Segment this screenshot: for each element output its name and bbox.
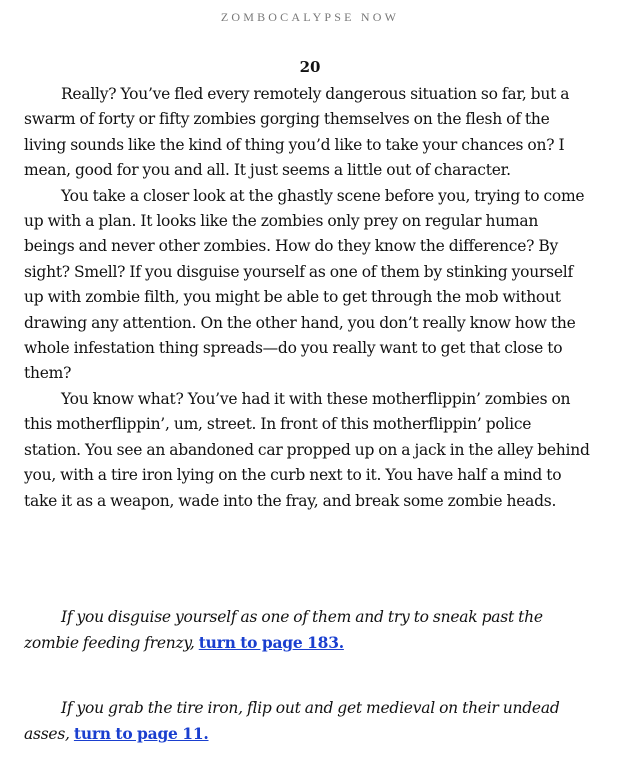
running-header: ZOMBOCALYPSE NOW xyxy=(220,10,400,24)
page-number: 20 xyxy=(299,58,321,76)
story-body xyxy=(24,82,592,514)
choice-tire-iron xyxy=(24,696,599,748)
story-paragraph: You take a closer look at the ghastly scene before you, trying to come up with a plan. It looks like the zombies only prey on regular human beings and never other zombies. How do they know the difference? By sight? Smell? If you disguise yourself as one of them by stinking yourself up with zombie filth, you might be able to get through the mob without drawing any attention. On the other hand, you don’t really know how the whole infestation thing spreads—do you really want to get that close to them? xyxy=(24,186,585,383)
turn-to-page-183-link[interactable]: turn to page 183. xyxy=(198,633,344,653)
choice-disguise xyxy=(24,605,599,657)
story-paragraph: Really? You’ve fled every remotely dangerous situation so far, but a swarm of forty or fifty zombies gorging themselves on the flesh of the living sounds like the kind of thing you’d like to take your chances on? I mean, good for you and all. It just seems a little out of character. xyxy=(24,85,570,180)
story-paragraph: You know what? You’ve had it with these motherflippin’ zombies on this motherflippin’, um, street. In front of this motherflippin’ police station. You see an abandoned car propped up on a jack in the alley behind you, with a tire iron lying on the curb next to it. You have half a mind to take it as a weapon, wade into the fray, and break some zombie heads. xyxy=(24,389,590,510)
choice-text: If you grab the tire iron, flip out and get medieval on their undead asses, xyxy=(24,699,560,744)
turn-to-page-11-link[interactable]: turn to page 11. xyxy=(73,724,209,744)
choice-text: If you disguise yourself as one of them and try to sneak past the zombie feeding frenzy, xyxy=(24,608,543,653)
